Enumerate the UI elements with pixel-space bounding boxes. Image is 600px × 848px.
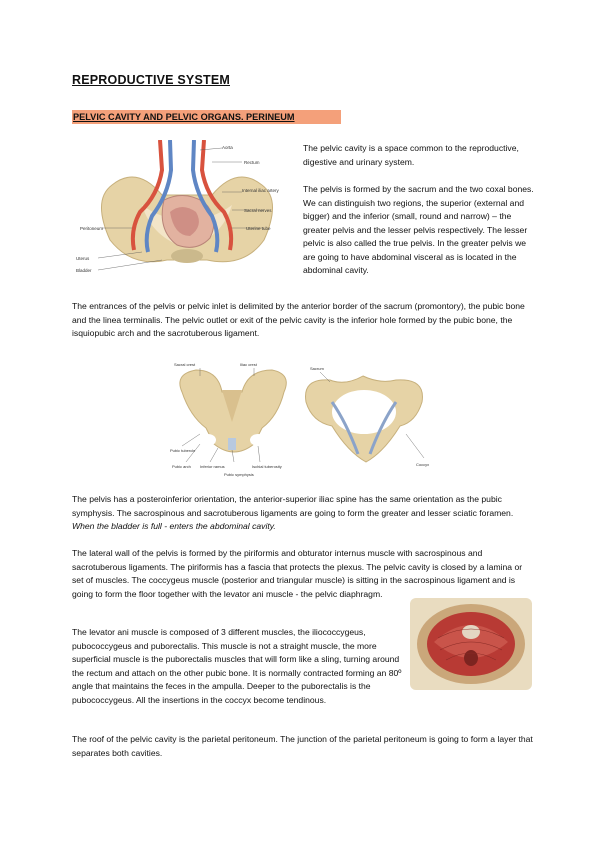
label-pubic-arch: Pubic arch <box>172 464 191 469</box>
paragraph-5: The lateral wall of the pelvis is formed by the piriformis and obturator internus muscle with sacrospinous and sacrotuberous ligaments. The piriformis has a fascia that protects the plexus. The pelvic cavity is closed by a lamina or set of muscles. The coccygeus muscle (posterior and triangular muscle) is sitting in the sacrospinous ligament and is going to form the floor together with the levator ani muscle - the pelvic diaphragm. <box>72 548 523 599</box>
pelvic-floor-figure <box>410 598 532 690</box>
label-peritoneum: Peritoneum <box>80 226 104 231</box>
label-pubic-tubercle: Pubic tubercle <box>170 448 196 453</box>
paragraph-6: The levator ani muscle is composed of 3 different muscles, the iliococcygeus, pubococcygeus and puborectalis. This muscle is not a straight muscle, the more superficial muscle is the puborectalis muscles that will form like a sling, turning around the rectum and attach on the other pubic bone. It is normally contracted forming an 80º angle that maintains the feces in the ampulla. Deeper to the puborectalis is the pubococcygeus. All the insertions in the coccyx become tendinous. <box>72 627 402 705</box>
label-tube: Uterine tube <box>246 226 271 231</box>
pelvic-organs-figure <box>72 140 302 280</box>
label-coccyx: Coccyx <box>416 462 430 467</box>
label-pubic-symphysis: Pubic symphysis <box>224 472 254 477</box>
paragraph-4-italic: When the bladder is full - enters the abdominal cavity. <box>72 521 276 531</box>
paragraph-4-text: The pelvis has a posteroinferior orientation, the anterior-superior iliac spine has the same orientation as the pubic symphysis. The sacrospinous and sacrotuberous ligaments are going to form the greater and lesser sciatic foramen. <box>72 494 514 518</box>
label-aorta: Aorta <box>222 145 233 150</box>
label-internal-iliac: Internal iliac artery <box>242 188 279 193</box>
paragraph-2: The pelvis is formed by the sacrum and the two coxal bones. We can distinguish two regions, the superior (external and bigger) and the inferior (small, round and narrow) – the greater pelvis and the lesser pelvis respectively. The lesser pelvic is also called the true pelvis. In the greater pelvis we are going to have abdominal visceral as is located in the abdominal cavity. <box>303 184 534 275</box>
paragraph-4 <box>72 493 534 534</box>
paragraph-3: The entrances of the pelvis or pelvic inlet is delimited by the anterior border of the sacrum (promontory), the pubic bone and the linea terminalis. The pelvic outlet or exit of the pelvic cavity is the inferior hole formed by the pubic bone, the isquiopubic arch and the sacrotuberous ligament. <box>72 301 525 338</box>
label-sacral: Sacral nerves <box>244 208 272 213</box>
page-title: REPRODUCTIVE SYSTEM <box>72 73 230 87</box>
label-sacrum: Sacrum <box>310 366 324 371</box>
label-inferior-ramus: Inferior ramus <box>200 464 225 469</box>
bony-pelvis-figure <box>170 362 440 480</box>
label-ischial-tuberosity: Ischial tuberosity <box>252 464 282 469</box>
paragraph-1: The pelvic cavity is a space common to the reproductive, digestive and urinary system. <box>303 143 519 167</box>
label-rectum: Rectum <box>244 160 260 165</box>
label-iliac-crest: Iliac crest <box>240 362 257 367</box>
label-bladder: Bladder <box>76 268 92 273</box>
section-heading: PELVIC CAVITY AND PELVIC ORGANS. PERINEUM <box>72 110 341 124</box>
label-uterus: Uterus <box>76 256 90 261</box>
pelvis-anterior-view <box>180 370 286 452</box>
pelvis-inferior-view <box>306 376 423 462</box>
paragraph-7: The roof of the pelvic cavity is the parietal peritoneum. The junction of the parietal peritoneum is going to form a layer that separates both cavities. <box>72 734 533 758</box>
label-sacral-crest: Sacral crest <box>174 362 196 367</box>
